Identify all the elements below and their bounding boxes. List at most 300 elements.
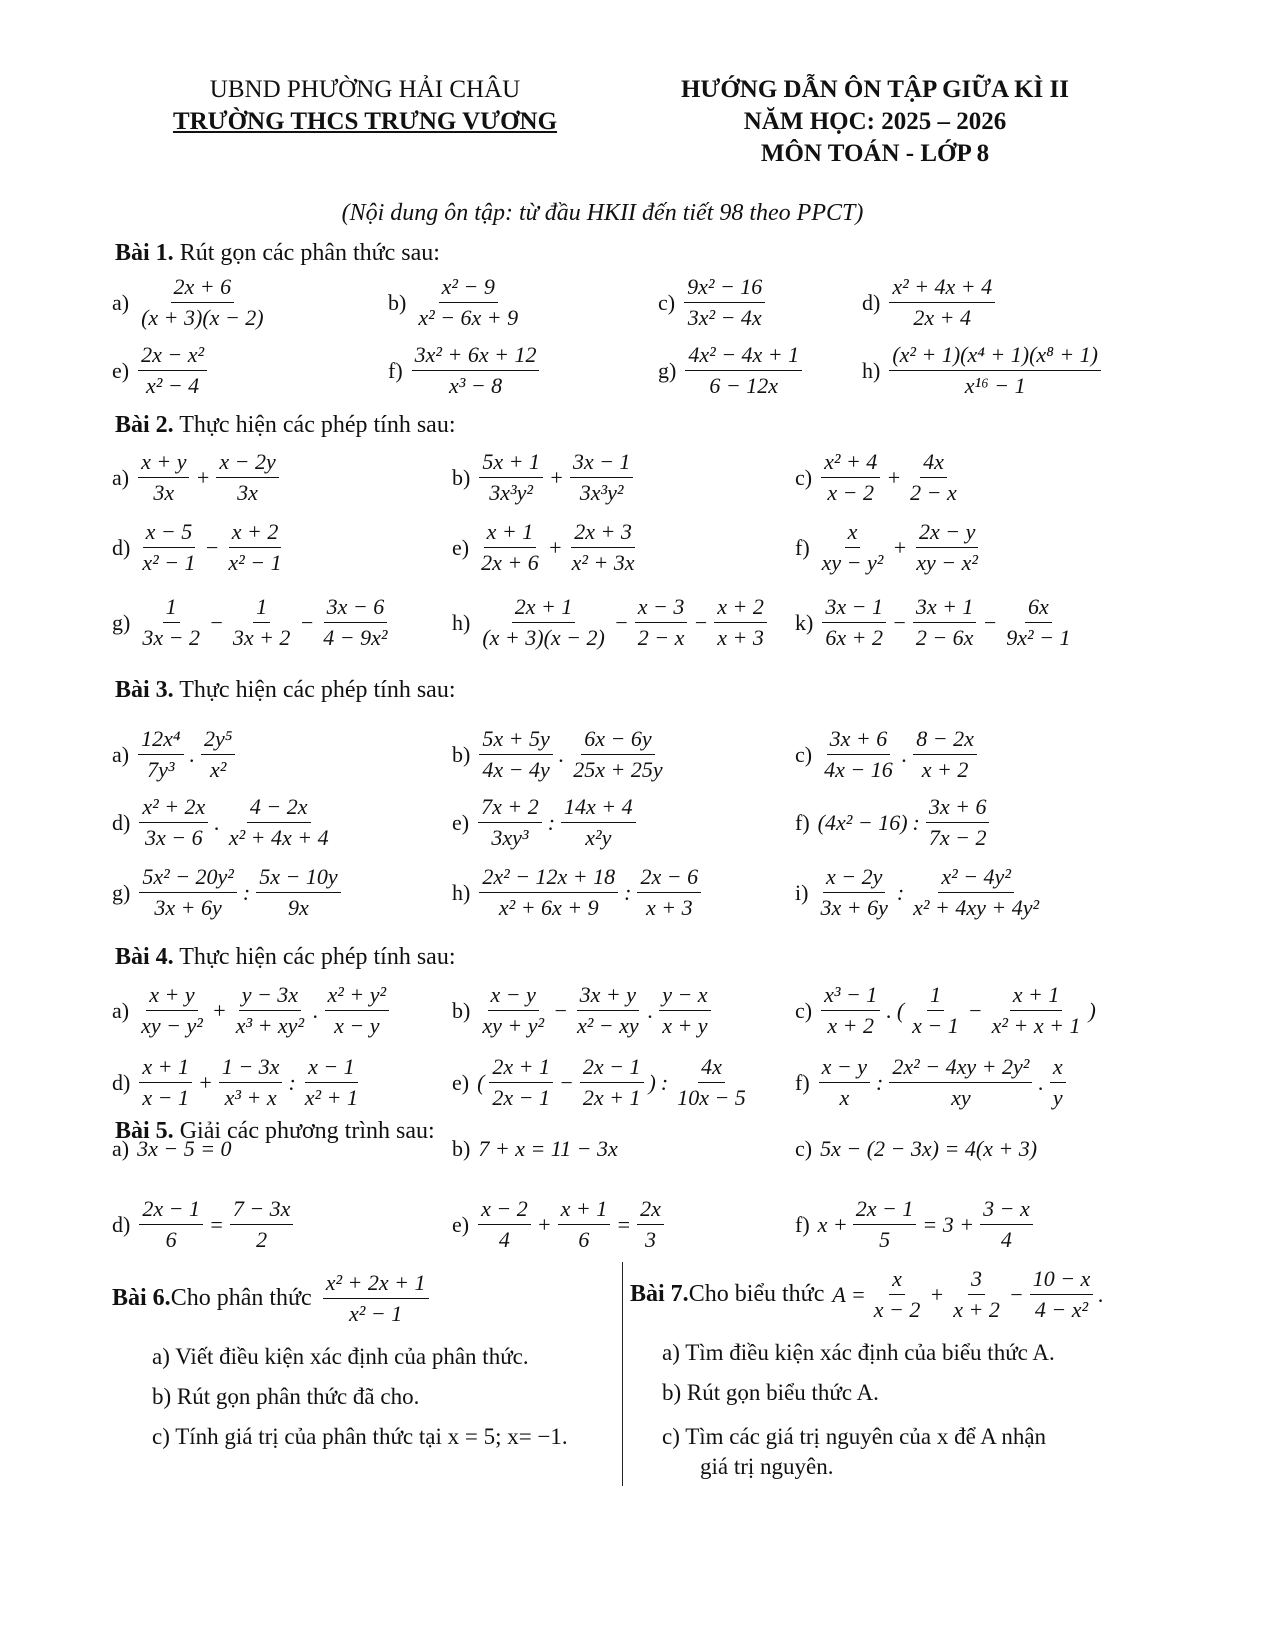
bai3-frac-2-numerator: 5x − 10y	[256, 864, 340, 893]
item-label: a)	[112, 289, 130, 315]
bai3-item	[795, 864, 1045, 921]
bai5-frac-2	[230, 1196, 294, 1253]
bai3-item	[795, 726, 980, 783]
bai4-frac-2-denominator: xy	[951, 1085, 971, 1110]
bai4-frac-0	[139, 1054, 192, 1111]
bai3-operator: .	[558, 741, 565, 767]
bai5-frac-0-denominator: 6	[165, 1227, 177, 1252]
item-label: e)	[452, 1211, 470, 1237]
bai2-frac-0-denominator: x − 2	[827, 480, 875, 505]
bai1-frac-numerator: x² + 4x + 4	[889, 274, 995, 303]
bai3-frac-2-denominator: x + 2	[921, 757, 969, 782]
bai4-item	[112, 1054, 364, 1111]
bai5-item	[452, 1196, 667, 1253]
bai7-item-c-cont: giá trị nguyên.	[700, 1454, 834, 1479]
item-label: i)	[795, 879, 809, 905]
bai3-frac-0-denominator: 7y³	[147, 757, 175, 782]
bai2-frac-2-denominator: 3x³y²	[579, 480, 624, 505]
bai2-item	[795, 594, 1077, 651]
bai2-frac-2-denominator: 3x	[237, 480, 258, 505]
bai3-frac-2-numerator: x² − 4y²	[938, 864, 1014, 893]
item-label: e)	[452, 809, 470, 835]
bai2-frac-4-denominator: x + 3	[717, 625, 764, 650]
item-label: d)	[112, 1211, 131, 1237]
item-label: h)	[452, 609, 471, 635]
bai4-item	[795, 982, 1098, 1039]
bai3-frac-0-numerator: x − 2y	[823, 864, 885, 893]
bai2-frac-0	[139, 594, 203, 651]
item-label: h)	[452, 879, 471, 905]
bai1-frac-denominator: (x + 3)(x − 2)	[141, 305, 264, 330]
item-label: c)	[658, 289, 676, 315]
bai5-text: x +	[817, 1211, 848, 1237]
bai4-frac-2-denominator: x² − xy	[576, 1013, 639, 1038]
bai1-item	[658, 342, 805, 399]
bai3-frac-2-numerator: 2x − 6	[637, 864, 701, 893]
bai2-frac-2-denominator: 2 − x	[910, 480, 957, 505]
item-label: d)	[112, 1069, 131, 1095]
bai2-frac-0-denominator: x² − 1	[142, 550, 196, 575]
bai2-frac-0-numerator: 2x + 1	[512, 594, 576, 623]
bai2-frac-2	[907, 449, 960, 506]
bai5-item	[452, 1136, 620, 1162]
bai2-operator: −	[693, 609, 709, 635]
bai4-item	[452, 1054, 752, 1111]
bai3-frac-0	[139, 794, 208, 851]
bai4-frac-0-denominator: xy + y²	[482, 1013, 545, 1038]
bai2-frac-2-numerator: 4x	[920, 449, 947, 478]
bai3-frac-0-numerator: 2x² − 12x + 18	[479, 864, 618, 893]
bai3-frac-0	[479, 726, 552, 783]
bai4-frac-4	[325, 982, 390, 1039]
bai5-frac-3-numerator: 3 − x	[980, 1196, 1033, 1225]
bai6-item-a: a) Viết điều kiện xác định của phân thức.	[152, 1344, 529, 1369]
bai5-frac-1	[853, 1196, 917, 1253]
bai2-frac-0-numerator: 5x + 1	[479, 449, 543, 478]
bai4-frac-0-numerator: x³ − 1	[821, 982, 880, 1011]
bai4-frac-0-numerator: x − y	[488, 982, 539, 1011]
bai7-operator: +	[929, 1281, 945, 1307]
bai4-frac-0-denominator: x + 2	[827, 1013, 875, 1038]
bai4-operator: .	[647, 997, 654, 1023]
bai3-operator: :	[547, 809, 556, 835]
bai6-item-b: b) Rút gọn phân thức đã cho.	[152, 1384, 420, 1409]
item-label: b)	[452, 997, 471, 1023]
bai4-frac-4-numerator: x − 1	[305, 1054, 358, 1083]
item-label: g)	[112, 609, 131, 635]
bai3-frac-0-denominator: 3xy³	[491, 825, 529, 850]
bai2-item	[112, 449, 282, 506]
bai2-frac-2-denominator: x² − 1	[228, 550, 282, 575]
bai5-frac-0	[478, 1196, 531, 1253]
bai5-frac-2-numerator: 7 − 3x	[230, 1196, 294, 1225]
bai2-frac-0-denominator: xy − y²	[821, 550, 884, 575]
item-label: f)	[795, 1211, 810, 1237]
bai5-text: 3x − 5 = 0	[137, 1136, 232, 1161]
bai2-frac-2	[569, 519, 638, 576]
bai2-item	[452, 519, 641, 576]
bai3-frac-2-numerator: 8 − 2x	[913, 726, 977, 755]
bai1-frac-numerator: x² − 9	[439, 274, 498, 303]
bai4-frac-4-denominator: x² + 1	[304, 1085, 358, 1110]
bai3-frac-2-denominator: x² + 4xy + 4y²	[913, 895, 1040, 920]
bai4-frac-6-numerator: 4x	[698, 1054, 725, 1083]
bai7-item-c: c) Tìm các giá trị nguyên của x để A nhận	[662, 1424, 1047, 1449]
bai3-frac-2-denominator: 7x − 2	[928, 825, 987, 850]
bai4-frac-0-denominator: xy − y²	[141, 1013, 203, 1038]
bai2-frac-0	[139, 519, 198, 576]
bai1-frac-numerator: 4x² − 4x + 1	[685, 342, 802, 371]
bai7-frac-5-denominator: 4 − x²	[1034, 1297, 1089, 1322]
bai2-frac-2	[635, 594, 688, 651]
bai2-operator: +	[892, 534, 908, 560]
bai7-text: .	[1098, 1281, 1104, 1307]
bai5-item	[112, 1136, 234, 1162]
bai2-frac-2-numerator: x − 2y	[216, 449, 278, 478]
bai1-frac-denominator: x² − 4	[145, 373, 200, 398]
bai3-operator: .	[214, 809, 220, 835]
bai3-operator: .	[189, 741, 196, 767]
bai7-heading: Bài 7. Cho biểu thức A = $\frac{x}{x - 2}$ + $\frac{3}{x + 2}$ − $\frac{10 - x}{\text{4 − x²}}$ .	[630, 1266, 1104, 1322]
bai2-frac-2-numerator: 3x + 1	[913, 594, 977, 623]
bai5-frac-0-numerator: 2x − 1	[139, 1196, 203, 1225]
bai3-item	[112, 726, 238, 783]
bai1-frac	[138, 342, 207, 399]
bai2-frac-2	[913, 594, 977, 651]
item-label: c)	[795, 464, 813, 490]
bai4-operator: :	[288, 1069, 296, 1095]
item-label: k)	[795, 609, 814, 635]
bai4-frac-2-numerator: 3x + y	[577, 982, 639, 1011]
item-label: a)	[112, 741, 130, 767]
bai1-frac-numerator: 2x + 6	[171, 274, 235, 303]
bai3-frac-2-denominator: x²y	[585, 825, 612, 850]
bai6-heading: Bài 6. Cho phân thức $\frac{\text{x² + 2x + 1}}{\text{x² − 1}}$	[112, 1270, 432, 1327]
bai1-frac	[138, 274, 267, 331]
bai5-operator: =	[616, 1211, 632, 1237]
bai2-frac-2-denominator: xy − x²	[916, 550, 979, 575]
bai1-frac	[684, 274, 765, 331]
bai3-frac-0-denominator: 3x − 6	[145, 825, 203, 850]
bai1-item	[112, 342, 210, 399]
bai2-frac-0	[819, 519, 887, 576]
item-label: b)	[452, 1136, 471, 1161]
bai4-frac-4	[302, 1054, 361, 1111]
org-name: UBND PHƯỜNG HẢI CHÂU	[209, 76, 521, 103]
bai4-frac-0	[821, 982, 880, 1039]
bai4-frac-3-numerator: 1	[927, 982, 944, 1011]
bai3-frac-0-denominator: 3x + 6y	[154, 895, 222, 920]
bai2-frac-0-denominator: 2x + 6	[481, 550, 539, 575]
bai2-frac-4-numerator: x + 2	[714, 594, 767, 623]
bai4-frac-4	[1050, 1054, 1066, 1111]
bai2-frac-2-numerator: 3x − 1	[570, 449, 634, 478]
bai4-frac-3-denominator: 2x + 1	[582, 1085, 641, 1110]
bai5-frac-4-denominator: 3	[644, 1227, 656, 1252]
bai4-operator: .	[886, 997, 892, 1023]
bai5-frac-0-denominator: 4	[498, 1227, 510, 1252]
bai3-frac-2-numerator: 3x + 6	[926, 794, 990, 823]
bai3-frac-2	[637, 864, 701, 921]
item-label: c)	[795, 741, 813, 767]
bai2-operator: +	[547, 534, 563, 560]
bai3-frac-2	[201, 726, 235, 783]
bai2-frac-2-denominator: 2 − x	[637, 625, 685, 650]
bai5-frac-2-numerator: x + 1	[558, 1196, 611, 1225]
bai5-frac-2-denominator: 2	[256, 1227, 268, 1252]
bai2-frac-0-numerator: x² + 4	[821, 449, 880, 478]
bai2-frac-2-numerator: 2x + 3	[571, 519, 635, 548]
bai4-item	[112, 982, 392, 1039]
bai2-operator: +	[195, 464, 211, 490]
bai5-item	[112, 1196, 296, 1253]
bai4-frac-2	[574, 982, 642, 1039]
bai2-frac-4-numerator: 6x	[1025, 594, 1052, 623]
bai2-frac-2	[570, 449, 634, 506]
review-note: (Nội dung ôn tập: từ đầu HKII đến tiết 98 theo PPCT)	[341, 200, 864, 226]
bai3-frac-0-numerator: 5x² − 20y²	[139, 864, 237, 893]
bai3-frac-0-denominator: 3x + 6y	[820, 895, 888, 920]
bai2-heading: Bài 2. Thực hiện các phép tính sau:	[115, 412, 456, 438]
bai3-frac-2	[926, 794, 990, 851]
item-label: f)	[795, 809, 810, 835]
bai3-frac-2	[256, 864, 340, 921]
bai3-text: (4x² − 16)	[817, 809, 908, 835]
bai4-frac-3	[909, 982, 962, 1039]
item-label: a)	[112, 1136, 130, 1161]
bai1-frac-numerator: (x² + 1)(x⁴ + 1)(x⁸ + 1)	[889, 342, 1101, 371]
bai5-frac-2	[558, 1196, 611, 1253]
bai2-frac-0	[479, 594, 608, 651]
bai2-item	[795, 519, 984, 576]
bai2-operator: +	[548, 464, 564, 490]
bai4-frac-1	[489, 1054, 553, 1111]
bai4-frac-0-denominator: x	[839, 1085, 850, 1110]
bai2-frac-0-numerator: 1	[163, 594, 180, 623]
item-label: g)	[112, 879, 131, 905]
bai3-frac-0-numerator: 7x + 2	[478, 794, 542, 823]
bai2-frac-0-denominator: 3x	[153, 480, 175, 505]
bai3-operator: :	[896, 879, 905, 905]
bai4-frac-6-denominator: 10x − 5	[677, 1085, 746, 1110]
bai3-frac-0-denominator: x² + 6x + 9	[498, 895, 599, 920]
bai5-frac-3	[980, 1196, 1033, 1253]
bai4-frac-0-numerator: x − y	[819, 1054, 870, 1083]
bai2-frac-2-numerator: x + 2	[229, 519, 282, 548]
bai1-frac-denominator: 3x² − 4x	[687, 305, 762, 330]
bai4-frac-4-numerator: y − x	[659, 982, 710, 1011]
bai2-item	[452, 594, 770, 651]
bai3-frac-0-numerator: x² + 2x	[139, 794, 208, 823]
bai4-operator: :	[660, 1069, 669, 1095]
item-label: h)	[862, 357, 881, 383]
bai4-heading: Bài 4. Thực hiện các phép tính sau:	[115, 944, 456, 970]
bai2-operator: −	[982, 609, 998, 635]
bai1-item	[388, 342, 542, 399]
bai1-item	[862, 342, 1104, 399]
column-divider	[622, 1262, 623, 1486]
bai1-frac-denominator: 2x + 4	[913, 305, 972, 330]
item-label: d)	[112, 809, 131, 835]
bai3-item	[452, 794, 639, 851]
item-label: b)	[388, 289, 407, 315]
bai2-frac-0-numerator: x	[845, 519, 861, 548]
bai4-frac-2-numerator: 2x² − 4xy + 2y²	[889, 1054, 1032, 1083]
bai3-frac-2-numerator: 6x − 6y	[581, 726, 654, 755]
bai4-frac-4-denominator: x + y	[662, 1013, 708, 1038]
bai4-frac-0	[479, 982, 547, 1039]
item-label: g)	[658, 357, 677, 383]
item-label: c)	[795, 997, 813, 1023]
bai3-frac-2-numerator: 14x + 4	[561, 794, 636, 823]
bai4-frac-3	[580, 1054, 644, 1111]
bai1-frac-denominator: 6 − 12x	[709, 373, 779, 398]
bai1-frac-numerator: 9x² − 16	[684, 274, 765, 303]
item-label: c)	[795, 1136, 813, 1161]
bai2-operator: −	[299, 609, 315, 635]
bai3-heading: Bài 3. Thực hiện các phép tính sau:	[115, 677, 456, 703]
bai4-frac-4-denominator: x − y	[334, 1013, 380, 1038]
bai1-frac-numerator: 3x² + 6x + 12	[412, 342, 540, 371]
bai2-operator: −	[613, 609, 629, 635]
bai3-frac-0	[817, 864, 890, 921]
bai3-frac-2-denominator: 9x	[288, 895, 309, 920]
bai2-frac-4-denominator: 4 − 9x²	[323, 625, 388, 650]
item-label: a)	[112, 997, 130, 1023]
bai4-frac-2-numerator: 1 − 3x	[219, 1054, 283, 1083]
bai3-operator: :	[912, 809, 920, 835]
bai2-operator: +	[886, 464, 902, 490]
bai3-item	[452, 864, 704, 921]
bai2-operator: −	[208, 609, 224, 635]
bai2-frac-0	[478, 519, 542, 576]
bai4-operator: .	[313, 997, 319, 1023]
bai2-frac-0	[822, 594, 886, 651]
bai2-operator: −	[204, 534, 220, 560]
bai2-frac-2-numerator: 1	[253, 594, 270, 623]
bai4-text: (	[477, 1069, 485, 1095]
bai3-item	[795, 794, 992, 851]
bai1-item	[658, 274, 768, 331]
bai2-frac-0-denominator: 3x³y²	[489, 480, 533, 505]
school-name: TRƯỜNG THCS TRƯNG VƯƠNG	[172, 108, 558, 135]
item-label: f)	[795, 1069, 810, 1095]
bai4-text: )	[648, 1069, 656, 1095]
bai4-operator: −	[967, 997, 983, 1023]
bai2-frac-0-numerator: x + y	[138, 449, 189, 478]
bai4-frac-5-numerator: x + 1	[1010, 982, 1063, 1011]
bai4-frac-0-numerator: x + 1	[139, 1054, 192, 1083]
bai4-frac-6	[674, 1054, 749, 1111]
bai2-frac-2-denominator: x² + 3x	[571, 550, 635, 575]
bai7-frac-3	[950, 1266, 1003, 1323]
bai7-frac-3-denominator: x + 2	[953, 1297, 1000, 1322]
bai2-frac-4	[1003, 594, 1073, 651]
bai5-frac-2-denominator: 6	[578, 1227, 590, 1252]
bai2-frac-2-denominator: 2 − 6x	[915, 625, 974, 650]
bai4-operator: +	[211, 997, 227, 1023]
bai1-item	[112, 274, 270, 331]
bai5-item	[795, 1196, 1036, 1253]
bai1-frac	[889, 274, 995, 331]
bai2-frac-4-denominator: 9x² − 1	[1006, 625, 1071, 650]
bai4-frac-2-denominator: x³ + xy²	[235, 1013, 305, 1038]
bai3-frac-0	[479, 864, 618, 921]
bai5-operator: +	[536, 1211, 552, 1237]
bai7-text: A =	[832, 1281, 866, 1307]
bai2-frac-2	[225, 519, 284, 576]
bai4-operator: −	[553, 997, 568, 1023]
bai2-frac-0-denominator: 6x + 2	[825, 625, 883, 650]
bai2-item	[452, 449, 636, 506]
item-label: f)	[795, 534, 810, 560]
bai4-frac-2	[889, 1054, 1032, 1111]
bai1-frac-numerator: 2x − x²	[138, 342, 207, 371]
bai3-frac-2-denominator: x² + 4x + 4	[228, 825, 329, 850]
bai4-text: )	[1088, 997, 1096, 1023]
bai1-frac-denominator: x² − 6x + 9	[418, 305, 519, 330]
item-label: a)	[112, 464, 130, 490]
bai3-frac-2	[910, 864, 1042, 921]
bai2-operator: −	[891, 609, 907, 635]
bai2-frac-2	[913, 519, 981, 576]
bai3-frac-0-numerator: 3x + 6	[827, 726, 891, 755]
bai5-operator: =	[208, 1211, 224, 1237]
bai5-frac-4	[637, 1196, 664, 1253]
bai4-frac-2	[219, 1054, 283, 1111]
item-label: d)	[112, 534, 131, 560]
bai1-frac	[889, 342, 1101, 399]
bai1-item	[862, 274, 998, 331]
item-label: e)	[452, 1069, 470, 1095]
bai4-frac-5	[989, 982, 1084, 1039]
bai3-frac-0-denominator: 4x − 4y	[482, 757, 550, 782]
bai7-frac-1	[871, 1266, 924, 1323]
bai2-frac-0-denominator: 3x − 2	[142, 625, 200, 650]
bai7-frac-1-denominator: x − 2	[873, 1297, 921, 1322]
bai4-frac-1-denominator: 2x − 1	[492, 1085, 551, 1110]
bai4-frac-2	[233, 982, 307, 1039]
bai3-operator: :	[624, 879, 632, 905]
bai4-frac-0-numerator: x + y	[146, 982, 197, 1011]
bai6-fraction: $\frac{\text{x² + 2x + 1}}{\text{x² − 1}}$	[323, 1270, 429, 1327]
bai2-item	[795, 449, 963, 506]
bai5-text: 7 + x = 11 − 3x	[478, 1136, 618, 1161]
bai7-item-b: b) Rút gọn biểu thức A.	[662, 1380, 879, 1405]
bai2-frac-0	[138, 449, 189, 506]
bai4-frac-1-numerator: 2x + 1	[489, 1054, 553, 1083]
bai4-text: (	[896, 997, 905, 1023]
bai1-frac	[685, 342, 802, 399]
bai3-frac-2-denominator: 25x + 25y	[573, 757, 663, 782]
bai1-frac-denominator: x¹⁶ − 1	[964, 373, 1026, 398]
bai1-heading: Bài 1. Rút gọn các phân thức sau:	[115, 240, 440, 266]
bai3-frac-2-numerator: 2y⁵	[201, 726, 235, 755]
bai2-frac-4-numerator: 3x − 6	[324, 594, 388, 623]
item-label: f)	[388, 357, 403, 383]
bai2-frac-2-numerator: x − 3	[635, 594, 688, 623]
item-label: b)	[452, 464, 471, 490]
bai3-frac-2	[570, 726, 665, 783]
bai3-frac-2	[226, 794, 332, 851]
bai2-frac-0-denominator: (x + 3)(x − 2)	[482, 625, 605, 650]
bai4-frac-3-denominator: x − 1	[912, 1013, 959, 1038]
bai4-frac-2-numerator: y − 3x	[239, 982, 301, 1011]
bai3-frac-2-denominator: x²	[210, 757, 227, 782]
bai4-frac-0-denominator: x − 1	[142, 1085, 189, 1110]
bai2-frac-0	[479, 449, 543, 506]
bai5-frac-1-denominator: 5	[879, 1227, 891, 1252]
